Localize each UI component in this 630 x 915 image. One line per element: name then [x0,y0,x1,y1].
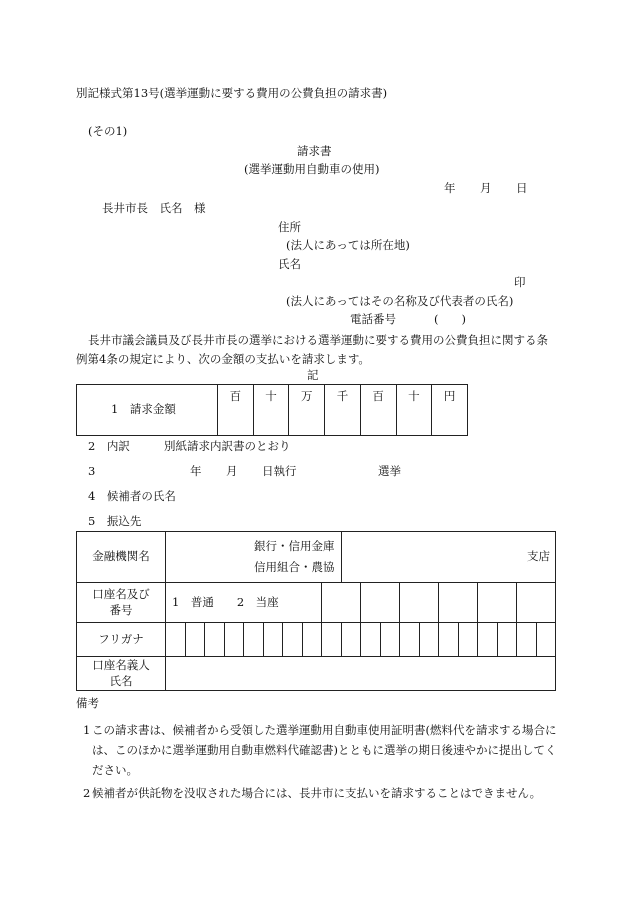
amount-label-cell [77,385,218,436]
amount-label: 1 請求金額 [111,402,176,417]
furigana-char-cell[interactable] [439,623,459,657]
furigana-char-cell[interactable] [400,623,420,657]
remark-1 [83,720,562,780]
bank-name-cell[interactable] [166,532,342,583]
item3-execution-day: 日執行 [262,464,297,478]
remark-2 [83,783,562,803]
amount-unit-cell[interactable] [360,385,396,436]
account-digit-cell[interactable] [517,583,556,623]
name-label: 氏名 [278,257,301,271]
item5-transfer-destination: 5 振込先 [88,514,142,528]
phone-paren: ( ) [434,312,466,326]
furigana-char-cell[interactable] [341,623,361,657]
item3-month: 月 [226,464,238,478]
date-year: 年 [444,181,456,195]
account-digit-cell[interactable] [322,583,361,623]
account-digit-cell[interactable] [400,583,439,623]
amount-unit-cell[interactable] [289,385,325,436]
date-day: 日 [516,181,528,195]
amount-unit-cell[interactable] [432,385,468,436]
furigana-char-cell[interactable] [361,623,381,657]
account-digit-cell[interactable] [439,583,478,623]
amount-unit: 十 [408,389,420,403]
addressee: 長井市長 氏名 様 [102,201,206,215]
holder-label-line1: 口座名義人 [92,657,150,672]
bank-table [76,531,556,691]
seal-mark: 印 [514,275,526,289]
remark-1-number: 1 [83,723,91,737]
account-label-cell [77,583,166,623]
holder-label-cell [77,657,166,691]
furigana-char-cell[interactable] [536,623,556,657]
furigana-char-cell[interactable] [478,623,498,657]
address-note: (法人にあっては所在地) [286,238,410,252]
furigana-char-cell[interactable] [497,623,517,657]
item3-number: 3 [88,464,96,478]
amount-unit: 万 [301,389,313,403]
remark-2-text: 候補者が供託物を没収された場合には、長井市に支払いを請求することはできません。 [92,786,542,800]
date-month: 月 [480,181,492,195]
amount-unit-cell[interactable] [325,385,361,436]
furigana-char-cell[interactable] [322,623,342,657]
ki-heading: 記 [307,368,319,382]
part-label: (その1) [88,124,128,138]
bank-type-line2: 信用組合・農協 [254,559,335,574]
furigana-char-cell[interactable] [224,623,244,657]
account-holder-name-cell[interactable] [166,657,556,691]
form-title: 別記様式第13号(選挙運動に要する費用の公費負担の請求書) [76,86,388,100]
amount-unit-cell[interactable] [218,385,254,436]
furigana-char-cell[interactable] [517,623,537,657]
account-label-line2: 番号 [109,602,133,617]
account-label-line1: 口座名及び [92,586,150,601]
remarks-title: 備考 [76,696,99,710]
account-digit-cell[interactable] [361,583,400,623]
document-title: 請求書 [297,144,332,158]
furigana-char-cell[interactable] [419,623,439,657]
furigana-label: フリガナ [98,631,144,646]
amount-unit-cell[interactable] [253,385,289,436]
furigana-label-cell [77,623,166,657]
remark-1-text: この請求書は、候補者から受領した選挙運動用自動車使用証明書(燃料代を請求する場合には、このほかに選挙運動用自動車燃料代確認書)とともに選挙の期日後速やかに提出してください。 [92,723,557,777]
branch-cell[interactable] [341,532,556,583]
item3-election: 選挙 [378,464,401,478]
amount-unit: 円 [443,389,456,403]
request-body-text: 長井市議会議員及び長井市長の選挙における選挙運動に要する費用の公費負担に関する条例第4条の規定により、次の金額の支払いを請求します。 [76,333,548,366]
item2-text: 別紙請求内訳書のとおり [164,439,291,453]
amount-unit: 百 [229,389,242,403]
furigana-char-cell[interactable] [458,623,478,657]
item3-year: 年 [190,464,202,478]
amount-unit: 十 [265,389,277,403]
furigana-char-cell[interactable] [302,623,322,657]
furigana-char-cell[interactable] [244,623,264,657]
document-subtitle: (選挙運動用自動車の使用) [244,162,380,176]
furigana-char-cell[interactable] [205,623,225,657]
furigana-char-cell[interactable] [166,623,186,657]
amount-unit-cell[interactable] [396,385,432,436]
amount-unit: 百 [372,389,384,403]
institution-label-cell [77,532,166,583]
institution-label: 金融機関名 [92,549,150,564]
phone-label: 電話番号 [350,312,396,326]
item2-label: 2 内訳 [88,439,130,453]
furigana-char-cell[interactable] [283,623,303,657]
furigana-char-cell[interactable] [380,623,400,657]
address-label: 住所 [278,220,301,234]
branch-label: 支店 [527,549,550,564]
furigana-char-cell[interactable] [185,623,205,657]
name-note: (法人にあってはその名称及び代表者の氏名) [286,294,514,308]
account-type-cell[interactable] [166,583,322,623]
furigana-char-cell[interactable] [263,623,283,657]
remark-2-number: 2 [83,786,91,800]
amount-table [76,384,468,436]
holder-label-line2: 氏名 [109,673,133,688]
bank-type-line1: 銀行・信用金庫 [254,538,335,553]
item4-candidate-name: 4 候補者の氏名 [88,489,176,503]
account-type-options: 1 普通 2 当座 [172,594,279,609]
account-digit-cell[interactable] [478,583,517,623]
amount-unit: 千 [336,389,349,403]
